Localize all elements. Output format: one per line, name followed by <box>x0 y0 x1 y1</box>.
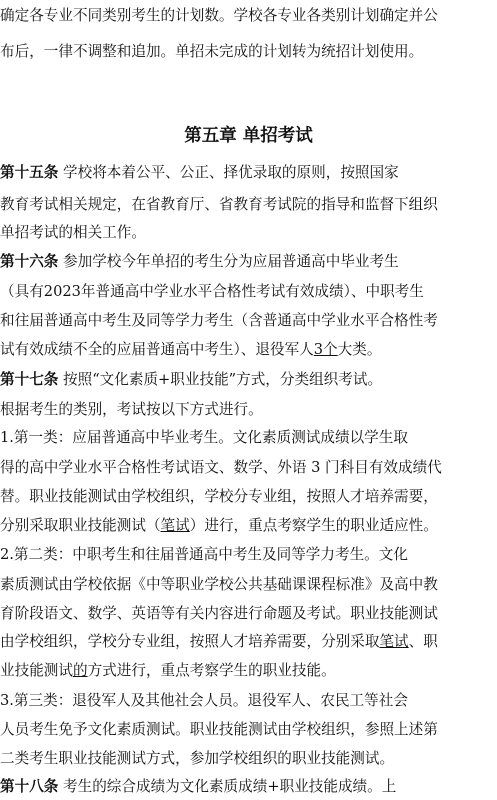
category-1-text-4b: ）进行，重点考察学生的职业适应性。 <box>189 517 438 534</box>
article-16-line-3: 和往届普通高中考生及同等学力考生（含普通高中学业水平合格性考 <box>0 312 438 329</box>
category-2-line-1: 2.第二类：中职考生和往届普通高中考生及同等学力考生。文化 <box>0 546 408 563</box>
category-2-line-5 <box>0 661 497 681</box>
intro-line-1: 确定各专业不同类别考生的计划数。学校各专业各类别计划确定并公 <box>0 7 438 24</box>
category-2-underlined-de: 的 <box>72 662 88 679</box>
category-2-line-2: 素质测试由学校依据《中等职业学校公共基础课课程标准》及高中教 <box>0 576 438 593</box>
article-16-text-1: 参加学校今年单招的考生分为应届普通高中毕业考生 <box>58 253 399 270</box>
article-16-line-1 <box>0 252 497 272</box>
article-15-label: 第十五条 <box>0 164 59 181</box>
article-18-label: 第十八条 <box>0 778 59 795</box>
article-15-text-1: 学校将本着公平、公正、择优录取的原则，按照国家 <box>58 164 399 181</box>
category-2-line-3: 育阶段语文、数学、英语等有关内容进行命题及考试。职业技能测试 <box>0 605 438 622</box>
category-3-line-1: 3.第三类：退役军人及其他社会人员。退役军人、农民工等社会 <box>0 692 408 709</box>
article-15-line-3: 单招考试的相关工作。 <box>0 224 146 241</box>
article-16-line-4 <box>0 340 497 360</box>
chapter-title: 第五章 单招考试 <box>184 126 313 146</box>
article-16-underlined-count: 3个 <box>313 341 338 358</box>
article-16-label: 第十六条 <box>0 253 59 270</box>
article-15-line-2: 教育考试相关规定，在省教育厅、省教育考试院的指导和监督下组织 <box>0 196 438 213</box>
article-16-text-4a: 试有效成绩不全的应届普通高中考生）、退役军人 <box>0 341 314 358</box>
category-2-text-4a: 由学校组织，学校分专业组，按照人才培养需要，分别采取 <box>0 633 380 650</box>
category-2-underlined-written-test: 笔试 <box>379 633 409 650</box>
category-2-line-4 <box>0 632 497 652</box>
intro-line-2: 布后，一律不调整和追加。单招未完成的计划转为统招计划使用。 <box>0 43 424 60</box>
category-1-underlined-written-test: 笔试 <box>160 517 190 534</box>
article-18-text-1: 考生的综合成绩为文化素质成绩+职业技能成绩。上 <box>58 778 397 795</box>
category-3-line-2: 人员考生免予文化素质测试。职业技能测试由学校组织，参照上述第 <box>0 721 438 738</box>
category-2-text-5b: 方式进行，重点考察学生的职业技能。 <box>87 662 336 679</box>
category-1-line-1: 1.第一类：应届普通高中毕业考生。文化素质测试成绩以学生取 <box>0 429 408 446</box>
article-16-line-2: （具有2023年普通高中学业水平合格性考试有效成绩）、中职考生 <box>0 283 424 300</box>
article-17-line-2: 根据考生的类别，考试按以下方式进行。 <box>0 401 263 418</box>
article-15-line-1 <box>0 163 497 183</box>
category-3-line-3: 二类考生职业技能测试方式，参加学校组织的职业技能测试。 <box>0 750 395 767</box>
article-16-text-4b: 大类。 <box>337 341 382 358</box>
category-1-text-4a: 分别采取职业技能测试（ <box>0 517 161 534</box>
article-17-label: 第十七条 <box>0 371 59 388</box>
category-1-line-4 <box>0 516 497 536</box>
category-1-line-3: 替。职业技能测试由学校组织，学校分专业组，按照人才培养需要， <box>0 488 438 505</box>
article-18-line-1 <box>0 777 497 797</box>
article-17-line-1 <box>0 370 497 390</box>
category-2-text-4b: 、职 <box>408 633 438 650</box>
category-1-line-2: 得的高中学业水平合格性考试语文、数学、外语 3 门科目有效成绩代 <box>0 459 442 476</box>
category-2-text-5a: 业技能测试 <box>0 662 73 679</box>
article-17-text-1: 按照“文化素质+职业技能”方式，分类组织考试。 <box>58 371 383 388</box>
